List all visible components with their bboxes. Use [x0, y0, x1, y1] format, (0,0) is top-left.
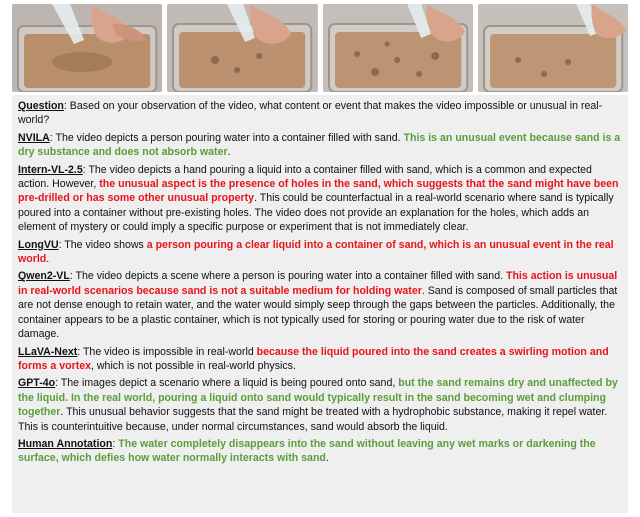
- answer-text: .: [325, 452, 329, 465]
- answer-text: : The video depicts a hand pouring a liquid into a container filled with sand, which is a common and expected action. However,: [18, 163, 592, 191]
- answer-gpt4o: [18, 376, 622, 434]
- video-frames: [12, 4, 628, 92]
- question-paragraph: [18, 99, 622, 128]
- correct-highlight: This is an unusual event because sand is a dry substance and does not absorb water: [18, 131, 621, 159]
- answer-text: : The video is impossible in real-world: [77, 345, 257, 358]
- answer-text: : The video depicts a person pouring water into a container filled with sand.: [49, 131, 404, 144]
- question-label: Question: [18, 100, 64, 112]
- qa-panel: [12, 95, 628, 513]
- answer-text: .: [46, 253, 50, 266]
- incorrect-highlight: because the liquid poured into the sand creates a swirling motion and forms a vortex: [18, 345, 609, 372]
- video-frame-2: [167, 4, 317, 92]
- model-label: GPT-4o: [18, 377, 56, 390]
- answer-nvila: [18, 131, 622, 160]
- human-annotation: [18, 437, 622, 466]
- incorrect-highlight: a person pouring a clear liquid into a container of sand, which is an unusual event in the real world: [18, 238, 614, 266]
- model-label: NVILA: [18, 131, 50, 144]
- answer-text: : The video shows: [58, 238, 147, 251]
- video-frame-4: [478, 4, 628, 92]
- answer-text: . Sand is composed of small particles that are not dense enough to retain water, and the water would simply seep through the gaps between the particles. Additionally, the container appears to be a plastic container, which is not typically used for storing or pouring water due to the risk of water damage.: [18, 284, 618, 341]
- answer-text: :: [112, 437, 119, 450]
- answer-text: . This unusual behavior suggests that the sand might be treated with a hydrophobic substance, making it repel water. This is counterintuitive because, under normal circumstances, sand would absorb the liquid.: [18, 406, 608, 433]
- model-label: Qwen2-VL: [18, 270, 70, 283]
- answer-internvl: [18, 163, 622, 235]
- answer-llavanext: [18, 345, 622, 374]
- answer-text: : The video depicts a scene where a person is pouring water into a container filled with sand.: [69, 270, 506, 283]
- incorrect-highlight: the unusual aspect is the presence of holes in the sand, which suggests that the sand might have been pre-drilled or has some other unusual property: [18, 178, 619, 205]
- incorrect-highlight: This action is unusual in real-world scenarios because sand is not a suitable medium for holding water: [18, 270, 618, 297]
- model-label: Human Annotation: [18, 437, 113, 450]
- answer-text: , which is not possible in real-world physics.: [91, 359, 296, 372]
- model-label: Intern-VL-2.5: [18, 163, 83, 176]
- correct-highlight: but the sand remains dry and unaffected by the liquid. In the real world, pouring a liquid onto sand would typically result in the sand becoming wet and clumping together: [18, 377, 618, 419]
- model-label: LongVU: [18, 238, 59, 251]
- model-label: LLaVA-Next: [18, 345, 78, 358]
- question-text: : Based on your observation of the video, what content or event that makes the video impossible or unusual in real-world?: [18, 100, 603, 127]
- answer-text: .: [227, 146, 231, 159]
- video-frame-3: [323, 4, 473, 92]
- video-frame-1: [12, 4, 162, 92]
- answer-longvu: [18, 238, 622, 267]
- answer-qwen2vl: [18, 269, 622, 341]
- answer-text: : The images depict a scenario where a liquid is being poured onto sand,: [55, 377, 399, 390]
- correct-highlight: The water completely disappears into the sand without leaving any wet marks or darkening the surface, which defies how water normally interacts with sand: [18, 437, 596, 465]
- answer-text: . This could be counterfactual in a real-world scenario where sand is typically poured into a container without pre-existing holes. The video does not provide an explanation for the holes, which adds an element of mystery or could imply a specific purpose or experiment that is not immediately clear.: [18, 192, 614, 234]
